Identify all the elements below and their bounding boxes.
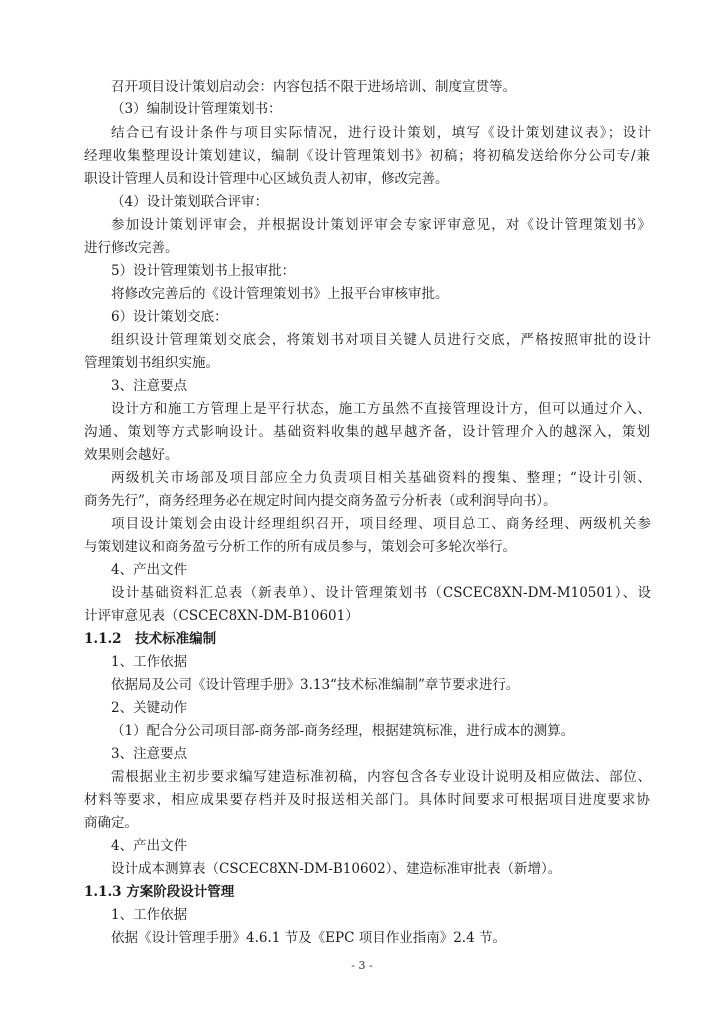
list-heading: （3）编制设计管理策划书：: [111, 101, 282, 117]
list-heading: 1、工作依据: [111, 654, 188, 670]
paragraph-line: 商确定。: [84, 815, 138, 831]
paragraph-line: 设计基础资料汇总表（新表单）、设计管理策划书（CSCEC8XN-DM-M10501）、设: [111, 585, 651, 601]
paragraph-line: 设计成本测算表（CSCEC8XN-DM-B10602）、建造标准审批表（新增）。: [111, 861, 562, 877]
paragraph-line: 材料等要求，相应成果要存档并及时报送相关部门。具体时间要求可根据项目进度要求协: [84, 792, 650, 808]
list-heading: 2、关键动作: [111, 700, 188, 716]
list-heading: 6）设计策划交底：: [111, 309, 228, 325]
paragraph-line: 沟通、策划等方式影响设计。基础资料收集的越早越齐备，设计管理介入的越深入，策划: [84, 424, 650, 440]
list-heading: 3、注意要点: [111, 746, 188, 762]
section-heading-1-1-3: 1.1.3 方案阶段设计管理: [84, 884, 235, 900]
paragraph-line: 进行修改完善。: [84, 240, 179, 256]
list-heading: 5）设计管理策划书上报审批：: [111, 263, 296, 279]
paragraph-line: 依据《设计管理手册》4.6.1 节及《EPC 项目作业指南》2.4 节。: [111, 930, 506, 946]
paragraph-line: 管理策划书组织实施。: [84, 355, 219, 371]
paragraph-line: 计评审意见表（CSCEC8XN-DM-B10601）: [84, 608, 359, 624]
paragraph-line: 结合已有设计条件与项目实际情况，进行设计策划，填写《设计策划建议表》；设计: [111, 125, 651, 141]
list-heading: 1、工作依据: [111, 907, 188, 923]
list-heading: 3、注意要点: [111, 378, 188, 394]
paragraph-line: 将修改完善后的《设计管理策划书》上报平台审核审批。: [111, 286, 449, 302]
paragraph-line: 与策划建议和商务盈亏分析工作的所有成员参与，策划会可多轮次举行。: [84, 539, 516, 555]
paragraph-line: 经理收集整理设计策划建议，编制《设计管理策划书》初稿；将初稿发送给你分公司专/兼: [84, 148, 650, 164]
paragraph-line: 设计方和施工方管理上是平行状态，施工方虽然不直接管理设计方，但可以通过介入、: [111, 401, 651, 417]
paragraph-line: 职设计管理人员和设计管理中心区域负责人初审，修改完善。: [84, 171, 449, 187]
paragraph-line: 依据局及公司《设计管理手册》3.13“技术标准编制”章节要求进行。: [111, 677, 520, 693]
section-heading-1-1-2: 1.1.2 技术标准编制: [84, 631, 217, 647]
paragraph-line: 商务先行”，商务经理务必在规定时间内提交商务盈亏分析表（或利润导向书）。: [84, 493, 557, 509]
paragraph-line: 效果则会越好。: [84, 447, 179, 463]
paragraph-line: 召开项目设计策划启动会：内容包括不限于进场培训、制度宣贯等。: [111, 79, 516, 95]
paragraph-line: 需根据业主初步要求编写建造标准初稿，内容包含各专业设计说明及相应做法、部位、: [111, 769, 651, 785]
page-number: - 3 -: [351, 959, 373, 972]
paragraph-line: 项目设计策划会由设计经理组织召开，项目经理、项目总工、商务经理、两级机关参: [111, 516, 651, 532]
list-heading: 4、产出文件: [111, 562, 188, 578]
paragraph-line: 参加设计策划评审会，并根据设计策划评审会专家评审意见，对《设计管理策划书》: [111, 217, 651, 233]
paragraph-line: （1）配合分公司项目部-商务部-商务经理，根据建筑标准，进行成本的测算。: [111, 723, 575, 739]
paragraph-line: 组织设计管理策划交底会，将策划书对项目关键人员进行交底，严格按照审批的设计: [111, 332, 651, 348]
list-heading: 4、产出文件: [111, 838, 188, 854]
paragraph-line: 两级机关市场部及项目部应全力负责项目相关基础资料的搜集、整理；“设计引领、: [111, 470, 651, 486]
list-heading: （4）设计策划联合评审：: [111, 194, 269, 210]
